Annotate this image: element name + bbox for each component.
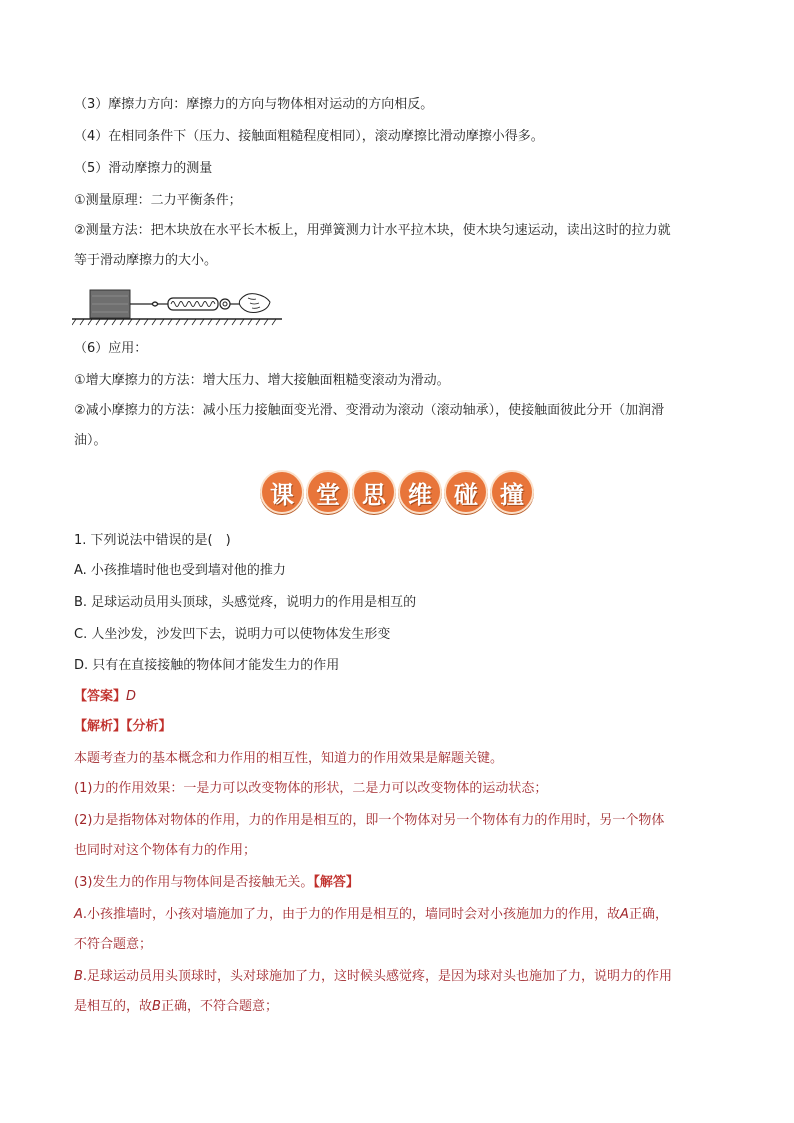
solution-a-text: .小孩推墙时，小孩对墙施加了力，由于力的作用是相互的，墙同时会对小孩施加力的作用，故: [82, 907, 621, 922]
text-line-rolling-friction: （4）在相同条件下（压力、接触面粗糙程度相同），滚动摩擦比滑动摩擦小得多。: [74, 129, 544, 144]
solution-b-text-2b: 正确，不符合题意；: [160, 999, 278, 1014]
solution-b-letter-2: B: [152, 999, 161, 1014]
solution-a-line-1: [74, 906, 668, 924]
text-line-application-title: （6）应用：: [74, 341, 148, 356]
answer-line: [74, 688, 136, 706]
analysis-paragraph-4: [74, 874, 359, 892]
solution-b-text-2a: 是相互的，故: [74, 999, 153, 1014]
solution-a-end: 正确，: [628, 907, 668, 922]
spring-scale-figure: [72, 286, 282, 326]
analysis-paragraph-2: (1)力的作用效果：一是力可以改变物体的形状，二是力可以改变物体的运动状态；: [74, 781, 548, 796]
analysis-tag: 【解析】【分析】: [74, 719, 172, 734]
banner-char-5: 碰: [444, 470, 488, 514]
question-option-b: B. 足球运动员用头顶球，头感觉疼，说明力的作用是相互的: [74, 595, 417, 610]
text-line-measurement-method-2: 等于滑动摩擦力的大小。: [74, 253, 218, 268]
text-line-measurement-title: （5）滑动摩擦力的测量: [74, 161, 213, 176]
text-line-increase-friction: ①增大摩擦力的方法：增大压力、增大接触面粗糙变滚动为滑动。: [74, 373, 450, 388]
spring-scale-illustration: [130, 298, 230, 310]
banner-char-4: 维: [398, 470, 442, 514]
question-option-d: D. 只有在直接接触的物体间才能发生力的作用: [74, 658, 340, 673]
block-illustration: [90, 290, 130, 318]
solution-a-letter-2: A: [620, 907, 629, 922]
hand-illustration: [230, 294, 270, 313]
section-banner: [260, 470, 532, 514]
solution-b-letter: B: [74, 969, 83, 984]
text-line-decrease-friction-1: ②减小摩擦力的方法：减小压力接触面变光滑、变滑动为滚动（滚动轴承），使接触面彼此分开（加润滑: [74, 403, 665, 418]
analysis-paragraph-4-text: (3)发生力的作用与物体间是否接触无关。: [74, 875, 314, 890]
banner-char-6: 撞: [490, 470, 534, 514]
text-line-measurement-method-1: ②测量方法：把木块放在水平长木板上，用弹簧测力计水平拉木块，使木块匀速运动，读出这时的拉力就: [74, 223, 671, 238]
text-line-decrease-friction-2: 油）。: [74, 433, 107, 448]
banner-char-2: 堂: [306, 470, 350, 514]
analysis-paragraph-1: 本题考查力的基本概念和力作用的相互性，知道力的作用效果是解题关键。: [74, 751, 504, 766]
question-option-c: C. 人坐沙发，沙发凹下去，说明力可以使物体发生形变: [74, 627, 391, 642]
solution-b-line-2: [74, 998, 278, 1016]
banner-char-1: 课: [260, 470, 304, 514]
question-option-a: A. 小孩推墙时他也受到墙对他的推力: [74, 563, 286, 578]
jieda-tag: 【解答】: [313, 875, 359, 890]
answer-value: D: [126, 689, 137, 704]
analysis-paragraph-3b: 也同时对这个物体有力的作用；: [74, 843, 257, 858]
question-stem: 1. 下列说法中错误的是( ): [74, 533, 231, 548]
answer-tag: 【答案】: [74, 689, 127, 704]
solution-b-text: .足球运动员用头顶球时，头对球施加了力，这时候头感觉疼，是因为球对头也施加了力，说明力的作用: [82, 969, 673, 984]
solution-a-letter: A: [74, 907, 83, 922]
solution-a-line-2: 不符合题意；: [74, 937, 153, 952]
board-illustration: [72, 319, 282, 325]
text-line-measurement-principle: ①测量原理：二力平衡条件；: [74, 193, 242, 208]
text-line-friction-direction: （3）摩擦力方向：摩擦力的方向与物体相对运动的方向相反。: [74, 97, 434, 112]
banner-char-3: 思: [352, 470, 396, 514]
solution-b-line-1: [74, 968, 672, 986]
analysis-paragraph-3a: (2)力是指物体对物体的作用，力的作用是相互的，即一个物体对另一个物体有力的作用时，另一个物体: [74, 813, 665, 828]
